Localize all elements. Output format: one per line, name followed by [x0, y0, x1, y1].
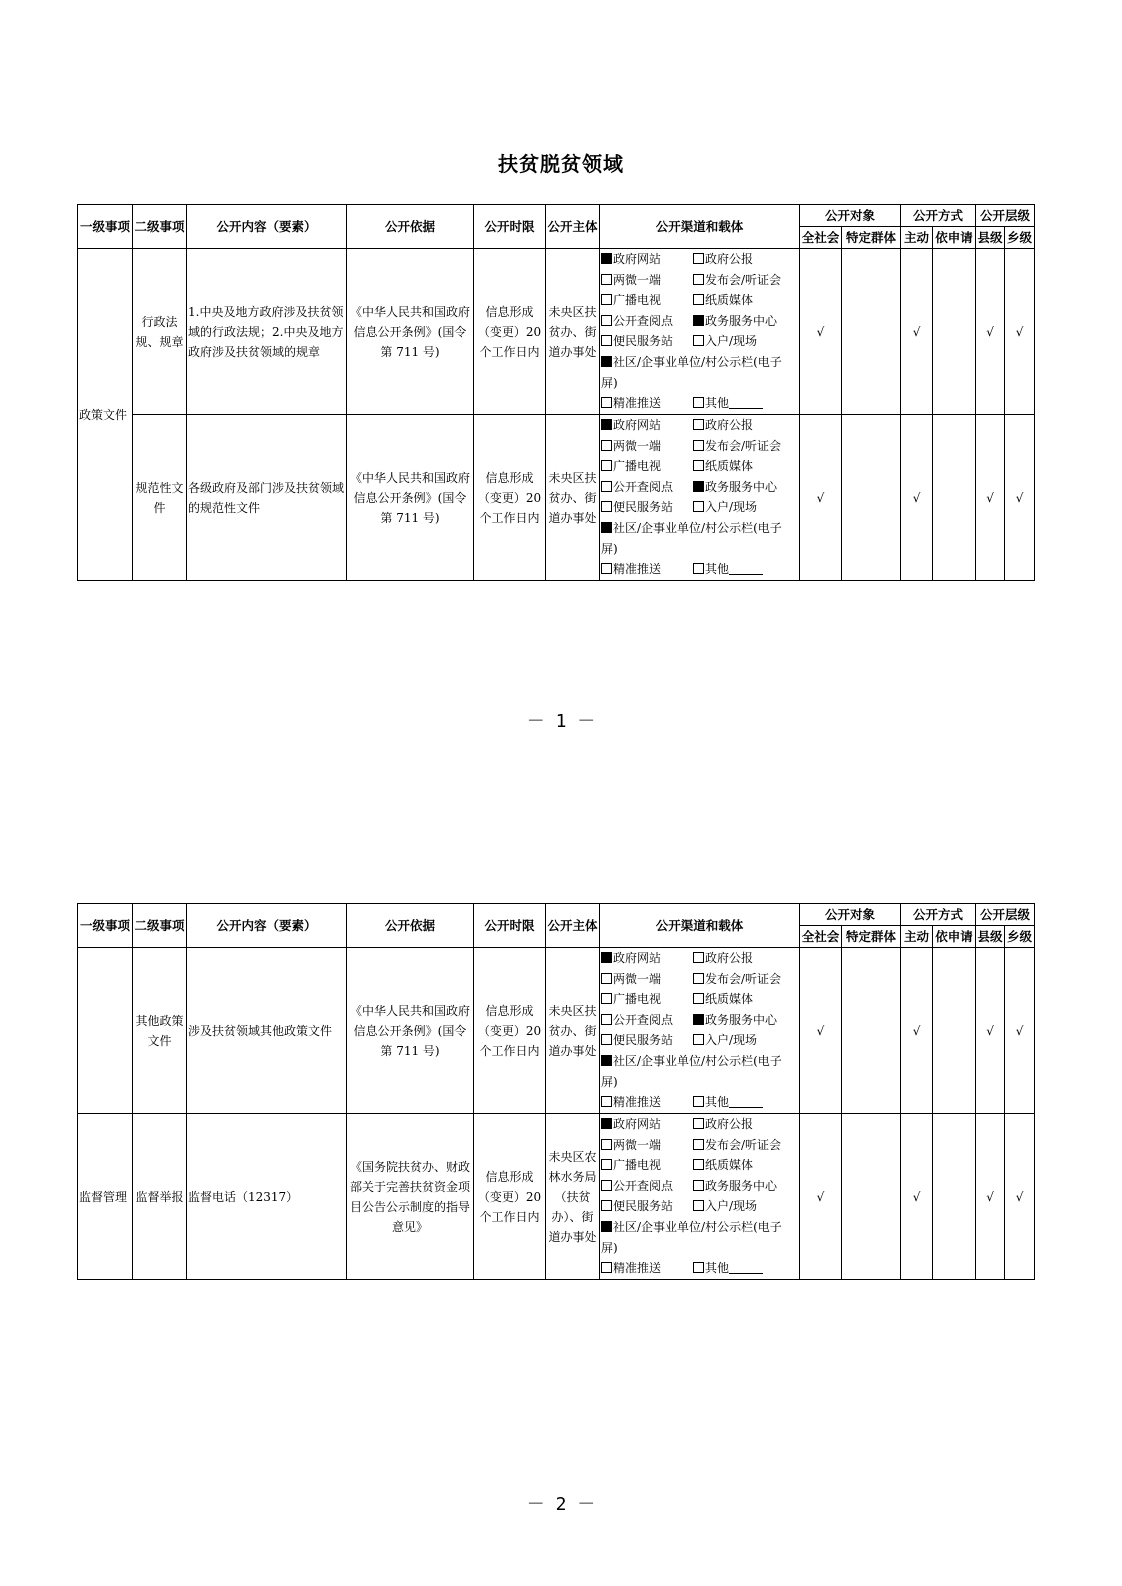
basis-cell: 《中华人民共和国政府信息公开条例》(国令第 711 号): [347, 249, 474, 415]
header-level-county: 县级: [976, 926, 1005, 948]
subject-cell: 未央区扶贫办、街道办事处: [546, 249, 600, 415]
unchecked-box-icon: [601, 274, 612, 285]
channel-option-label: 两微一端: [613, 971, 662, 986]
target-all-check: √: [800, 1114, 842, 1280]
channel-option-label: 公开查阅点: [613, 479, 674, 494]
target-all-check: √: [800, 948, 842, 1114]
channel-option-service-station: [601, 1196, 693, 1217]
channel-option-label: 发布会/听证会: [705, 971, 782, 986]
channel-option-label: 便民服务站: [613, 1199, 674, 1214]
unchecked-box-icon: [601, 460, 612, 471]
header-level1: 一级事项: [78, 205, 133, 249]
channel-option-label: 政府网站: [613, 951, 662, 965]
unchecked-box-icon: [601, 315, 612, 326]
channel-option-gov-gazette: [693, 249, 785, 270]
channel-option-precise: [601, 559, 693, 580]
level-town-check: √: [1005, 1114, 1035, 1280]
page-title: 扶贫脱贫领域: [498, 152, 624, 176]
channel-cell: [600, 1114, 800, 1280]
channel-option-label: 发布会/听证会: [705, 1137, 782, 1152]
unchecked-box-icon: [693, 1200, 704, 1211]
channel-option-label: 政府公报: [705, 951, 754, 965]
unchecked-box-icon: [693, 419, 704, 430]
time-cell: 信息形成（变更）20个工作日内: [474, 948, 546, 1114]
channel-option-gov-site: [601, 948, 693, 969]
channel-option-press: [693, 1135, 785, 1156]
unchecked-box-icon: [693, 460, 704, 471]
unchecked-box-icon: [693, 1096, 704, 1107]
channel-option-onsite: [693, 497, 785, 518]
header-level: 公开层级: [976, 205, 1035, 227]
channel-option-two-micro: [601, 969, 693, 990]
blank-line: [729, 1095, 763, 1108]
channel-option-label: 广播电视: [613, 992, 662, 1007]
channel-option-label: 入户/现场: [705, 334, 758, 349]
channel-option-label: 政务服务中心: [705, 1178, 778, 1193]
channel-option-gov-site: [601, 415, 693, 436]
unchecked-box-icon: [601, 440, 612, 451]
channel-list: [601, 415, 798, 580]
channel-option-label: 其他: [705, 396, 730, 411]
channel-option-label: 便民服务站: [613, 334, 674, 349]
content-cell: 监督电话（12317）: [187, 1114, 347, 1280]
channel-option-gov-site: [601, 1114, 693, 1135]
channel-option-label: 精准推送: [613, 1261, 662, 1276]
unchecked-box-icon: [693, 501, 704, 512]
channel-option-other: [693, 1258, 785, 1279]
channel-option-label: 广播电视: [613, 459, 662, 474]
channel-option-label: 广播电视: [613, 1158, 662, 1173]
header-channel: 公开渠道和载体: [600, 205, 800, 249]
channel-option-label: 纸质媒体: [705, 459, 754, 474]
subject-cell: 未央区扶贫办、街道办事处: [546, 948, 600, 1114]
table-row: [78, 948, 1035, 1114]
checked-box-icon: [693, 1014, 704, 1025]
page-number: － 2 －: [526, 1494, 596, 1515]
unchecked-box-icon: [693, 1159, 704, 1170]
unchecked-box-icon: [693, 440, 704, 451]
channel-option-inquiry: [601, 1176, 693, 1197]
unchecked-box-icon: [693, 1180, 704, 1191]
level2-cell: 规范性文件: [133, 415, 187, 581]
channel-option-label: 纸质媒体: [705, 293, 754, 308]
unchecked-box-icon: [601, 1180, 612, 1191]
channel-option-label: 社区/企事业单位/村公示栏(电子屏): [601, 354, 782, 390]
channel-option-label: 其他: [705, 562, 730, 577]
time-cell: 信息形成（变更）20个工作日内: [474, 249, 546, 415]
level1-cell: 政策文件: [78, 249, 133, 581]
target-group-cell: [842, 415, 901, 581]
target-all-check: √: [800, 249, 842, 415]
table-row: [78, 249, 1035, 415]
level-town-check: √: [1005, 249, 1035, 415]
channel-cell: [600, 948, 800, 1114]
channel-option-broadcast: [601, 456, 693, 477]
target-all-check: √: [800, 415, 842, 581]
blank-line: [729, 1261, 763, 1274]
target-group-cell: [842, 249, 901, 415]
checked-box-icon: [693, 315, 704, 326]
channel-option-service-station: [601, 1030, 693, 1051]
mode-active-check: √: [901, 1114, 933, 1280]
blank-line: [729, 562, 763, 575]
header-level: 公开层级: [976, 904, 1035, 926]
level-county-check: √: [976, 249, 1005, 415]
unchecked-box-icon: [601, 335, 612, 346]
channel-option-press: [693, 436, 785, 457]
channel-option-press: [693, 270, 785, 291]
header-level1: 一级事项: [78, 904, 133, 948]
channel-option-label: 入户/现场: [705, 500, 758, 515]
unchecked-box-icon: [693, 274, 704, 285]
channel-option-label: 社区/企事业单位/村公示栏(电子屏): [601, 1219, 782, 1255]
channel-option-community: [601, 1051, 798, 1092]
header-target: 公开对象: [800, 904, 901, 926]
channel-option-service-station: [601, 331, 693, 352]
channel-option-precise: [601, 1258, 693, 1279]
channel-option-precise: [601, 393, 693, 414]
channel-cell: [600, 249, 800, 415]
unchecked-box-icon: [693, 335, 704, 346]
channel-option-service-center: [693, 1010, 785, 1031]
unchecked-box-icon: [693, 993, 704, 1004]
disclosure-table-page-2: [77, 903, 1035, 1280]
channel-option-label: 入户/现场: [705, 1199, 758, 1214]
unchecked-box-icon: [693, 1034, 704, 1045]
target-group-cell: [842, 948, 901, 1114]
channel-option-onsite: [693, 1030, 785, 1051]
level1-cell: [78, 948, 133, 1114]
header-basis: 公开依据: [347, 205, 474, 249]
unchecked-box-icon: [693, 253, 704, 264]
level-county-check: √: [976, 948, 1005, 1114]
unchecked-box-icon: [601, 1159, 612, 1170]
header-time: 公开时限: [474, 205, 546, 249]
unchecked-box-icon: [693, 973, 704, 984]
header-target-group: 特定群体: [842, 227, 901, 249]
channel-option-label: 公开查阅点: [613, 313, 674, 328]
channel-option-label: 纸质媒体: [705, 1158, 754, 1173]
channel-option-label: 政府网站: [613, 252, 662, 266]
subject-cell: 未央区扶贫办、街道办事处: [546, 415, 600, 581]
channel-option-service-center: [693, 1176, 785, 1197]
channel-option-two-micro: [601, 1135, 693, 1156]
channel-option-label: 发布会/听证会: [705, 272, 782, 287]
content-cell: 涉及扶贫领域其他政策文件: [187, 948, 347, 1114]
header-level-town: 乡级: [1005, 227, 1035, 249]
channel-option-paper: [693, 290, 785, 311]
channel-option-label: 发布会/听证会: [705, 438, 782, 453]
level2-cell: 监督举报: [133, 1114, 187, 1280]
checked-box-icon: [601, 1118, 612, 1129]
unchecked-box-icon: [693, 1139, 704, 1150]
channel-option-two-micro: [601, 436, 693, 457]
level2-cell: 其他政策文件: [133, 948, 187, 1114]
unchecked-box-icon: [601, 1200, 612, 1211]
checked-box-icon: [601, 522, 612, 533]
channel-option-label: 其他: [705, 1095, 730, 1110]
unchecked-box-icon: [601, 1139, 612, 1150]
channel-option-label: 政府网站: [613, 418, 662, 432]
channel-option-label: 精准推送: [613, 1095, 662, 1110]
channel-option-label: 两微一端: [613, 438, 662, 453]
subject-cell: 未央区农林水务局（扶贫办）、街道办事处: [546, 1114, 600, 1280]
level1-cell: 监督管理: [78, 1114, 133, 1280]
mode-request-cell: [933, 415, 976, 581]
header-level-county: 县级: [976, 227, 1005, 249]
table-row: [78, 1114, 1035, 1280]
checked-box-icon: [601, 356, 612, 367]
unchecked-box-icon: [601, 973, 612, 984]
unchecked-box-icon: [601, 397, 612, 408]
header-channel: 公开渠道和载体: [600, 904, 800, 948]
header-target: 公开对象: [800, 205, 901, 227]
mode-request-cell: [933, 1114, 976, 1280]
unchecked-box-icon: [601, 563, 612, 574]
level2-cell: 行政法规、规章: [133, 249, 187, 415]
channel-option-label: 便民服务站: [613, 500, 674, 515]
checked-box-icon: [601, 253, 612, 264]
header-mode-request: 依申请: [933, 227, 976, 249]
checked-box-icon: [601, 1055, 612, 1066]
channel-option-label: 政务服务中心: [705, 313, 778, 328]
content-cell: 各级政府及部门涉及扶贫领域的规范性文件: [187, 415, 347, 581]
channel-option-other: [693, 559, 785, 580]
header-subject: 公开主体: [546, 205, 600, 249]
header-basis: 公开依据: [347, 904, 474, 948]
level-county-check: √: [976, 415, 1005, 581]
channel-option-community: [601, 352, 798, 393]
basis-cell: 《中华人民共和国政府信息公开条例》(国令第 711 号): [347, 415, 474, 581]
checked-box-icon: [601, 419, 612, 430]
channel-option-onsite: [693, 1196, 785, 1217]
channel-option-label: 两微一端: [613, 1137, 662, 1152]
unchecked-box-icon: [693, 1262, 704, 1273]
channel-option-inquiry: [601, 477, 693, 498]
unchecked-box-icon: [693, 563, 704, 574]
header-mode-request: 依申请: [933, 926, 976, 948]
time-cell: 信息形成（变更）20个工作日内: [474, 1114, 546, 1280]
channel-option-label: 政府网站: [613, 1117, 662, 1131]
level-town-check: √: [1005, 948, 1035, 1114]
channel-option-precise: [601, 1092, 693, 1113]
table-row: [78, 415, 1035, 581]
unchecked-box-icon: [693, 952, 704, 963]
checked-box-icon: [601, 1221, 612, 1232]
level-county-check: √: [976, 1114, 1005, 1280]
checked-box-icon: [693, 481, 704, 492]
channel-option-onsite: [693, 331, 785, 352]
channel-option-paper: [693, 1155, 785, 1176]
level-town-check: √: [1005, 415, 1035, 581]
channel-list: [601, 948, 798, 1113]
channel-option-label: 便民服务站: [613, 1033, 674, 1048]
channel-option-label: 政府公报: [705, 1117, 754, 1131]
channel-option-label: 社区/企事业单位/村公示栏(电子屏): [601, 1053, 782, 1089]
channel-option-label: 公开查阅点: [613, 1012, 674, 1027]
mode-request-cell: [933, 249, 976, 415]
channel-option-label: 入户/现场: [705, 1033, 758, 1048]
unchecked-box-icon: [601, 993, 612, 1004]
unchecked-box-icon: [601, 1034, 612, 1045]
channel-option-gov-gazette: [693, 1114, 785, 1135]
header-level2: 二级事项: [133, 904, 187, 948]
unchecked-box-icon: [601, 501, 612, 512]
channel-option-label: 精准推送: [613, 396, 662, 411]
channel-option-label: 政府公报: [705, 418, 754, 432]
header-mode-active: 主动: [901, 227, 933, 249]
page-number: － 1 －: [526, 711, 596, 732]
channel-option-service-center: [693, 477, 785, 498]
channel-option-service-center: [693, 311, 785, 332]
channel-list: [601, 1114, 798, 1279]
channel-option-other: [693, 1092, 785, 1113]
header-target-all: 全社会: [800, 227, 842, 249]
checked-box-icon: [601, 952, 612, 963]
header-content: 公开内容（要素）: [187, 904, 347, 948]
channel-option-other: [693, 393, 785, 414]
channel-option-broadcast: [601, 290, 693, 311]
channel-option-label: 公开查阅点: [613, 1178, 674, 1193]
channel-option-community: [601, 1217, 798, 1258]
channel-option-label: 精准推送: [613, 562, 662, 577]
disclosure-table-page-1: [77, 204, 1035, 581]
header-level-town: 乡级: [1005, 926, 1035, 948]
header-time: 公开时限: [474, 904, 546, 948]
unchecked-box-icon: [601, 294, 612, 305]
channel-option-inquiry: [601, 1010, 693, 1031]
blank-line: [729, 396, 763, 409]
header-target-group: 特定群体: [842, 926, 901, 948]
channel-option-community: [601, 518, 798, 559]
channel-option-two-micro: [601, 270, 693, 291]
header-mode: 公开方式: [901, 205, 976, 227]
channel-option-gov-gazette: [693, 948, 785, 969]
channel-option-gov-site: [601, 249, 693, 270]
unchecked-box-icon: [693, 397, 704, 408]
channel-option-label: 其他: [705, 1261, 730, 1276]
channel-option-label: 政务服务中心: [705, 1012, 778, 1027]
content-cell: 1.中央及地方政府涉及扶贫领域的行政法规；2.中央及地方政府涉及扶贫领域的规章: [187, 249, 347, 415]
channel-option-label: 政府公报: [705, 252, 754, 266]
header-subject: 公开主体: [546, 904, 600, 948]
channel-option-broadcast: [601, 989, 693, 1010]
channel-option-label: 社区/企事业单位/村公示栏(电子屏): [601, 520, 782, 556]
channel-cell: [600, 415, 800, 581]
unchecked-box-icon: [601, 1096, 612, 1107]
target-group-cell: [842, 1114, 901, 1280]
channel-option-label: 纸质媒体: [705, 992, 754, 1007]
channel-option-paper: [693, 456, 785, 477]
unchecked-box-icon: [601, 1014, 612, 1025]
channel-option-label: 广播电视: [613, 293, 662, 308]
unchecked-box-icon: [693, 1118, 704, 1129]
header-target-all: 全社会: [800, 926, 842, 948]
header-mode: 公开方式: [901, 904, 976, 926]
channel-option-press: [693, 969, 785, 990]
mode-active-check: √: [901, 415, 933, 581]
channel-option-service-station: [601, 497, 693, 518]
channel-list: [601, 249, 798, 414]
channel-option-paper: [693, 989, 785, 1010]
channel-option-label: 政务服务中心: [705, 479, 778, 494]
basis-cell: 《中华人民共和国政府信息公开条例》(国令第 711 号): [347, 948, 474, 1114]
header-level2: 二级事项: [133, 205, 187, 249]
mode-request-cell: [933, 948, 976, 1114]
channel-option-gov-gazette: [693, 415, 785, 436]
time-cell: 信息形成（变更）20个工作日内: [474, 415, 546, 581]
mode-active-check: √: [901, 948, 933, 1114]
basis-cell: 《国务院扶贫办、财政部关于完善扶贫资金项目公告公示制度的指导意见》: [347, 1114, 474, 1280]
channel-option-inquiry: [601, 311, 693, 332]
mode-active-check: √: [901, 249, 933, 415]
header-mode-active: 主动: [901, 926, 933, 948]
unchecked-box-icon: [693, 294, 704, 305]
header-content: 公开内容（要素）: [187, 205, 347, 249]
channel-option-broadcast: [601, 1155, 693, 1176]
unchecked-box-icon: [601, 1262, 612, 1273]
channel-option-label: 两微一端: [613, 272, 662, 287]
unchecked-box-icon: [601, 481, 612, 492]
